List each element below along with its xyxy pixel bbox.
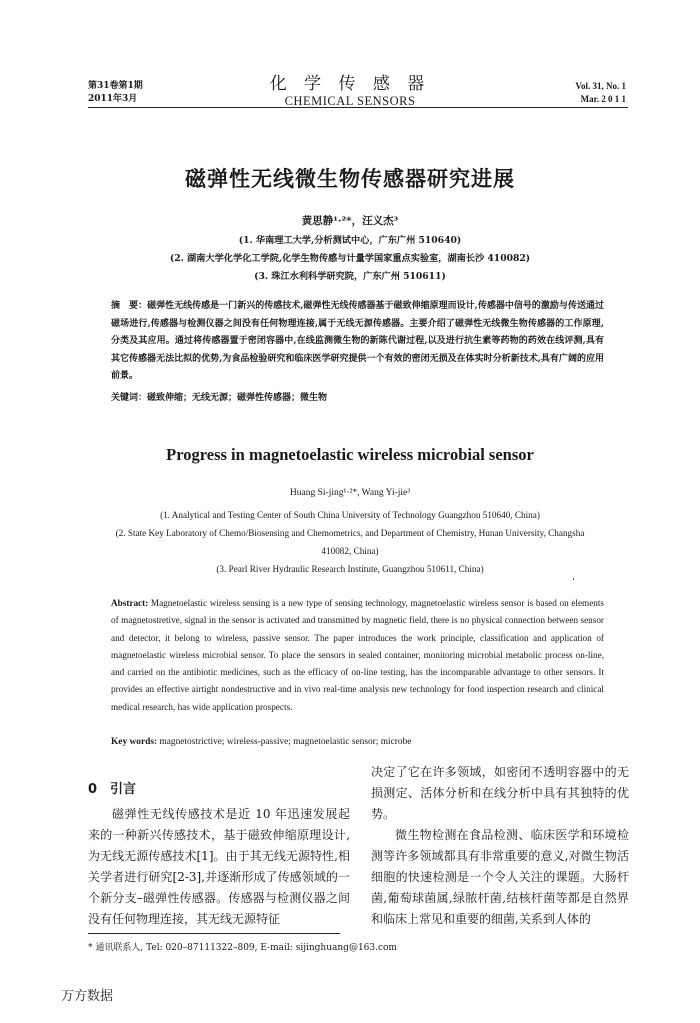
body-paragraph: 微生物检测在食品检测、临床医学和环境检测等许多领域都具有非常重要的意义,对微生物活细胞的快速检测是一个令人关注的课题。大肠杆菌,葡萄球菌属,绿脓杆菌,结核杆菌等都是自然界和临床上常见和重要的细菌,关系到人体的 [371,828,629,926]
body-paragraph: 决定了它在许多领域，如密闭不透明容器中的无损测定、活体分析和在线分析中具有其独特的优势。 [371,765,629,821]
abstract-cn [111,298,604,386]
authors-en: Huang Si-jing¹·²*, Wang Yi-jie³ [289,488,411,498]
keywords-en-text: magnetostrictive; wireless-passive; magnetoelastic sensor; microbe [159,737,412,747]
keywords-cn-label: 关键词： [111,393,148,403]
volume-issue-en: Vol. 31, No. 1 [575,81,626,91]
header-volume-en [530,80,626,106]
keywords-en-label: Key words: [111,737,158,747]
section-heading-introduction: 0 引言 [88,782,137,797]
affiliation-cn-1: (1. 华南理工大学,分析测试中心，广东广州 510640) [238,235,462,246]
keywords-en [111,737,604,747]
abstract-cn-label: 摘 要： [111,301,148,311]
date-cn: 2011年3月 [88,94,138,104]
keywords-cn [111,390,604,403]
affiliation-en-2: (2. State Key Laboratory of Chemo/Biosensing and Chemometrics, and Department of Chemistry, Hunan University, Changsha 410082, China) [115,528,585,556]
abstract-en [111,595,604,716]
footnote-divider [88,933,340,934]
affiliation-cn-2: (2. 湖南大学化学化工学院,化学生物传感与计量学国家重点实验室，湖南长沙 410082) [169,253,531,264]
body-column-left [88,804,350,930]
abstract-en-text: Magnetoelastic wireless sensing is a new type of sensing technology, magnetoelastic wireless sensor is based on elements of magnetostretive, signal in the sensor is activated and transmitted by magnetic field, there is no physical connection between sensor and detector, it belong to wireless, passive sensor. The paper introduces the work principle, classification and application of magnetoelastic wireless microbial sensor. To place the sensors in sealed container, monitoring microbial metabolic process on-line, and carried on the antibiotic medicines, such as the efficacy of on-line testing, has the incomparable advantage to other sensors. It provides an effective airtight nondestructive and in vivo real-time analysis new technology for food inspection research and clinical medical research, has wide application prospects. [111,598,605,712]
stray-mark [573,578,574,580]
paper-title-en: Progress in magnetoelastic wireless microbial sensor [166,445,534,464]
date-en: Mar. 2 0 1 1 [580,94,626,104]
affiliation-cn-3: (3. 珠江水利科学研究院，广东广州 510611) [254,271,446,282]
affiliation-en-1: (1. Analytical and Testing Center of South China University of Technology Guangzhou 510640, China) [160,510,540,520]
journal-name-cn: 化 学 传 感 器 [269,74,431,94]
watermark-text: 万方数据 [61,989,114,1004]
affiliation-en-3: (3. Pearl River Hydraulic Research Institute, Guangzhou 510611, China) [216,564,484,574]
body-paragraph: 磁弹性无线传感技术是近 10 年迅速发展起来的一种新兴传感技术，基于磁致伸缩原理设计,为无线无源传感技术[1]。由于其无线无源特性,相关学者进行研究[2-3],并逐渐形成了传感领域的一个新分支–磁弹性传感器。传感器与检测仪器之间没有任何物理连接，其无线无源特征 [88,807,350,926]
header-divider [88,107,628,108]
volume-issue-cn: 第31卷第1期 [88,81,143,91]
footnote-contact: * 通讯联系人, Tel: 020–87111322–809, E-mail: sijinghuang@163.com [88,943,397,953]
body-column-right [371,762,629,930]
journal-name-en: CHEMICAL SENSORS [284,94,416,108]
paper-title-cn: 磁弹性无线微生物传感器研究进展 [185,167,515,191]
authors-cn: 黄思静¹·²*，汪义杰³ [301,215,399,227]
abstract-en-label: Abstract: [111,598,149,608]
keywords-cn-text: 磁致伸缩；无线无源；磁弹性传感器；微生物 [147,393,328,403]
abstract-cn-text: 磁弹性无线传感是一门新兴的传感技术,磁弹性无线传感器基于磁致伸缩原理而设计,传感器中信号的激励与传送通过磁场进行,传感器与检测仪器之间没有任何物理连接,属于无线无源传感器。主要介绍了磁弹性无线微生物传感器的工作原理,分类及其应用。通过将传感器置于密闭容器中,在线监测微生物的新陈代谢过程,以及进行抗生素等药物的药效在线评测,具有其它传感器无法比拟的优势,为食品检验研究和临床医学研究提供一个有效的密闭无损及在体实时分析新技术,具有广阔的应用前景。 [111,301,604,381]
